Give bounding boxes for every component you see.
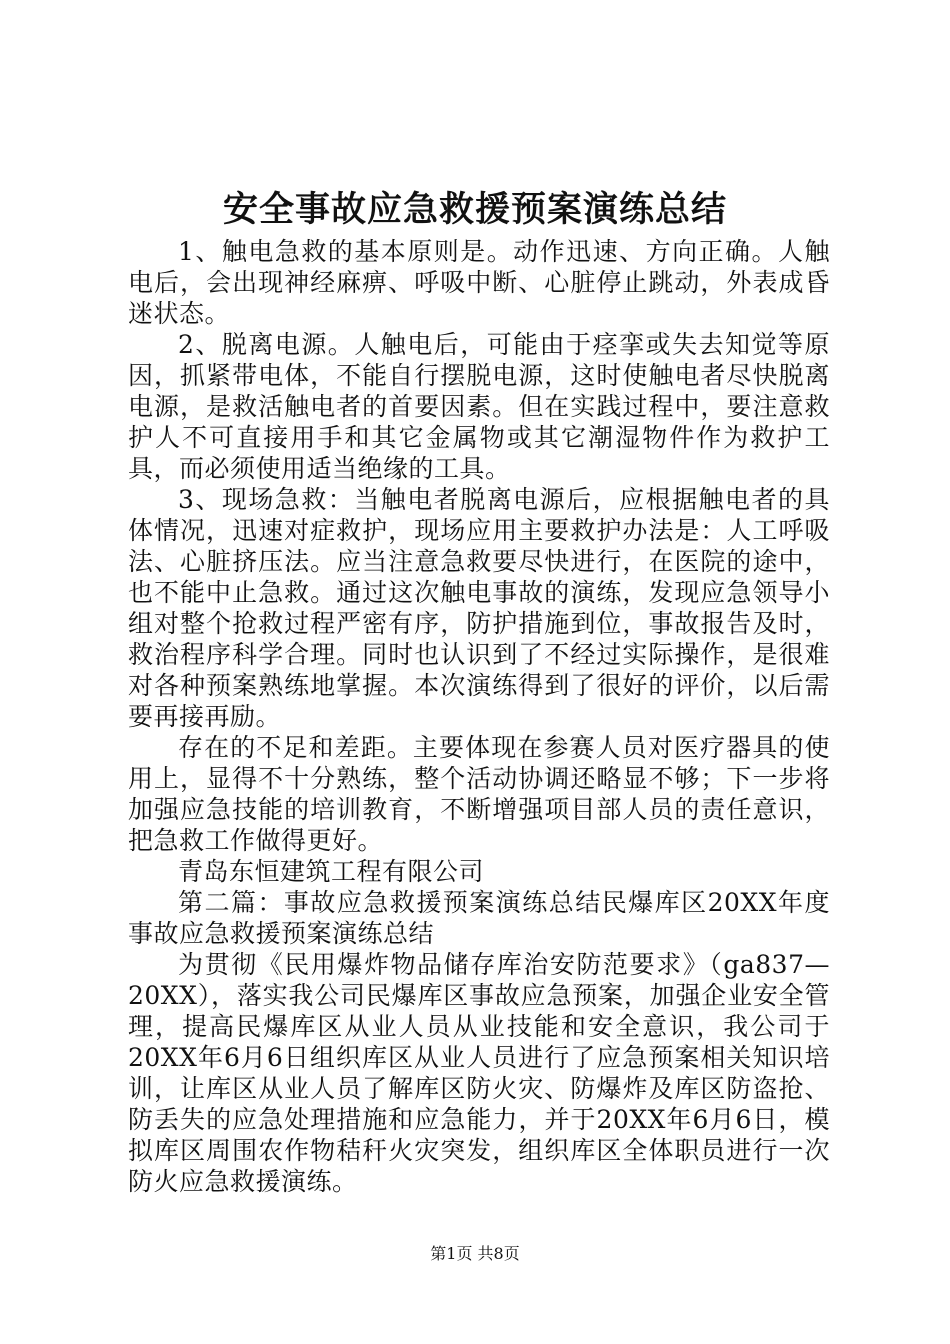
paragraph-5: 为贯彻《民用爆炸物品储存库治安防范要求》（ga837—20XX），落实我公司民爆库区事故应急预案，加强企业安全管理，提高民爆库区从业人员从业技能和安全意识，我公司于20XX年6月6日组织库区从业人员进行了应急预案相关知识培训，让库区从业人员了解库区防火灾、防爆炸及库区防盗抢、防丢失的应急处理措施和应急能力，并于20XX年6月6日，模拟库区周围农作物秸秆火灾突发，组织库区全体职员进行一次防火应急救援演练。 xyxy=(128,950,830,1196)
paragraph-3: 3、现场急救：当触电者脱离电源后，应根据触电者的具体情况，迅速对症救护，现场应用主要救护办法是：人工呼吸法、心脏挤压法。应当注意急救要尽快进行，在医院的途中，也不能中止急救。通过这次触电事故的演练，发现应急领导小组对整个抢救过程严密有序，防护措施到位，事故报告及时，救治程序科学合理。同时也认识到了不经过实际操作，是很难对各种预案熟练地掌握。本次演练得到了很好的评价，以后需要再接再励。 xyxy=(128,485,830,731)
section-heading: 第二篇：事故应急救援预案演练总结民爆库区20XX年度事故应急救援预案演练总结 xyxy=(128,888,830,948)
paragraph-4: 存在的不足和差距。主要体现在参赛人员对医疗器具的使用上，显得不十分熟练，整个活动协调还略显不够；下一步将加强应急技能的培训教育，不断增强项目部人员的责任意识，把急救工作做得更好。 xyxy=(128,733,830,855)
paragraph-2: 2、脱离电源。人触电后，可能由于痉挛或失去知觉等原因，抓紧带电体，不能自行摆脱电源，这时使触电者尽快脱离电源，是救活触电者的首要因素。但在实践过程中，要注意救护人不可直接用手和其它金属物或其它潮湿物件作为救护工具，而必须使用适当绝缘的工具。 xyxy=(128,330,830,483)
company-name: 青岛东恒建筑工程有限公司 xyxy=(178,857,485,886)
document-title: 安全事故应急救援预案演练总结 xyxy=(222,189,727,230)
page-footer: 第1页 共8页 xyxy=(430,1244,520,1263)
document-body xyxy=(128,236,830,1197)
paragraph-1: 1、触电急救的基本原则是。动作迅速、方向正确。人触电后，会出现神经麻痹、呼吸中断、心脏停止跳动，外表成昏迷状态。 xyxy=(128,237,830,328)
